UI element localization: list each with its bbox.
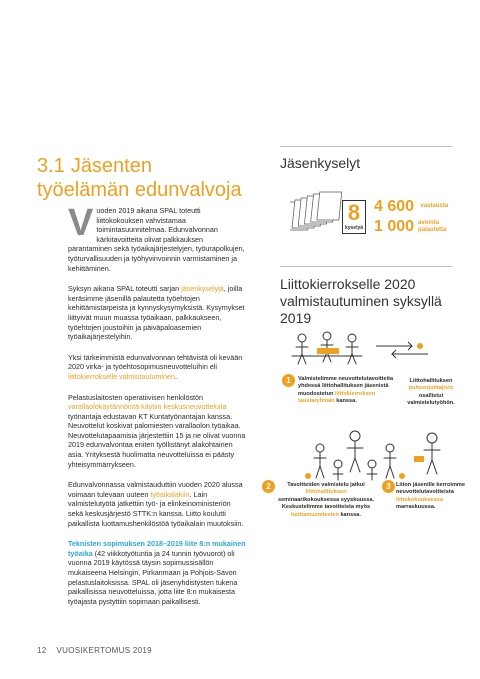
- text: Tavoitteiden valmistelu jatkui: [287, 482, 365, 488]
- stat-feedback-label-1: avointa: [418, 220, 440, 226]
- divider-top: [280, 146, 452, 147]
- step-2-number: 2: [262, 480, 275, 493]
- text: kanssa.: [338, 511, 361, 518]
- text: Liiton jäsenille kerroimme neuvottelutavoitteista: [396, 482, 466, 496]
- drop-cap: V: [68, 202, 94, 244]
- meeting-illustration: [282, 330, 372, 372]
- link-chairs[interactable]: puheenjohtajisto: [408, 385, 454, 392]
- text: Liittohallituksen: [409, 378, 453, 384]
- section-title: [37, 154, 247, 202]
- page-footer: [37, 646, 152, 655]
- step-1-text: [298, 376, 408, 406]
- section-number: 3.1: [37, 155, 65, 177]
- step-2-text: [276, 482, 376, 519]
- text: Valmistelimme neuvottelutavoitteita yhdessä liittohallituksen jäsenistä muodostetun: [298, 376, 394, 397]
- page-number: 12: [37, 646, 47, 655]
- paragraph-standby: [68, 393, 246, 470]
- round-heading: Liittokierrokselle 2020 valmistautuminen syksyllä 2019: [280, 276, 442, 326]
- surveys-heading: Jäsenkyselyt: [280, 155, 361, 171]
- link-working-time-act[interactable]: työaikalakiin: [150, 489, 190, 499]
- link-appendix8[interactable]: Teknisten sopimuksen 2018–2019 liite 8:n mukainen työaika: [68, 539, 246, 558]
- link-member-surveys[interactable]: jäsenkyselyjä: [181, 284, 224, 294]
- step-1-number: 1: [282, 374, 295, 387]
- stat-responses: [374, 198, 448, 216]
- stat-responses-label: vastausta: [420, 203, 449, 210]
- stat-feedback-label-2: palautetta: [418, 227, 447, 233]
- step-3-number: 3: [382, 480, 395, 493]
- survey-count: 8: [347, 200, 361, 225]
- link-background-group[interactable]: liittokierroksen taustaryhmän: [298, 390, 376, 405]
- text: .: [175, 371, 178, 381]
- section-title-text: Jäsenten työelämän edunvalvoja: [37, 155, 242, 201]
- text: Edunvalvonnassa valmistauduttiin vuoden 2020 alussa voimaan tulevaan uuteen: [68, 480, 243, 499]
- paragraph-intro-text: uoden 2019 aikana SPAL toteutti liittokokouksen vahvistamaa toimintasuunnitelmaa. Edunvalvonnan kärkitavoitteita olivat palkkauksen parantaminen sekä työaikajärjestelyjen, työurapolkujen, työturvallisuuden ja työhyvinvoinnin varmistaminen ja kehittäminen.: [68, 206, 245, 273]
- text: , joilla keräsimme jäsenillä palautetta työehtojen kehittämistarpeista ja kynnyskysymyksistä. Kysymykset liittyivät muun muassa työaikaan, palkkaukseen, työehtojen joustoihin ja päiväpaloasemien työaikajärjestelyihin.: [68, 284, 245, 342]
- text: seminaarikokouksessa syyskuussa. Keskustelimme tavoitteista myös: [277, 496, 375, 511]
- link-round-preparation[interactable]: liittokierrokselle valmistautuminen: [68, 371, 176, 381]
- text: Yksi tärkeimmistä edunvalvonnan tehtävistä oli kevään 2020 virka- ja työehtosopimusneuvotteluihin eli: [68, 352, 243, 372]
- step-top-right-text: [396, 378, 466, 408]
- paragraph-working-time-act: [68, 480, 246, 528]
- text: marraskuussa.: [396, 504, 436, 511]
- text: kanssa.: [334, 398, 357, 405]
- person-illustration: [412, 430, 452, 478]
- text: (42 viikkotyötuntia ja 24 tunnin työvuorot) oli vuonna 2019 käytössä täysin sopimussisällön mukaiseena Helsingin, Pirkanmaan ja Pohjois-Savon pelastuslaitoksissa. SPAL oli jäsenyhdistysten tukena paikallisissa neuvotteluissa, jotta liite 8:n mukaisesta työajasta pystyttiin sopimaan paikallisesti.: [68, 548, 238, 606]
- text: osallistui valmistelutyöhön.: [407, 392, 455, 407]
- stat-feedback-value: 1 000: [374, 218, 415, 235]
- footer-label: VUOSIKERTOMUS: [56, 646, 131, 655]
- stat-responses-value: 4 600: [374, 198, 415, 215]
- footer-year: 2019: [132, 646, 152, 655]
- survey-count-badge: [342, 200, 366, 234]
- link-shop-stewards[interactable]: luottamusmiesten: [291, 511, 339, 518]
- paragraph-round: [68, 353, 246, 382]
- text: Syksyn aikana SPAL toteutti sarjan: [68, 284, 182, 294]
- stat-feedback-label: [418, 220, 446, 234]
- paragraph-surveys: [68, 284, 246, 342]
- text: . Lain valmistelutyötä jatkettiin työ- ja elinkeinoministeriön sekä keskusjärjestö STTK:n kanssa. Liitto koulutti paikallista luottamushenkilöstöä työaikalain muutoksiin.: [68, 489, 244, 528]
- link-standby-negotiations[interactable]: varallaolokäytännöistä käytiin keskusneuvotteluita: [68, 402, 227, 412]
- link-board[interactable]: liittohallituksen: [305, 489, 347, 496]
- text: Pelastuslaitosten operatiivisen henkilöstön: [68, 392, 204, 402]
- link-congress[interactable]: liittokokouksessa: [396, 496, 443, 503]
- left-column: [68, 202, 246, 617]
- arrows-illustration: [372, 338, 432, 362]
- step-3-text: [396, 482, 468, 512]
- survey-count-label: kyselyä: [344, 225, 364, 231]
- divider-middle: [280, 266, 452, 267]
- stat-feedback: [374, 218, 446, 236]
- paragraph-intro: [68, 202, 246, 273]
- text: työnantaja edustavan KT Kuntatyönantajan kanssa. Neuvottelut koskivat palomiesten varallaolon työaikaa. Neuvottelutapaamisia järjestettiin 15 ja ne olivat vuonna 2019 edunvalvontaa eniten työllistänyt alakohtainen asia. Yrityksestä huolimatta neuvotteluissa ei päästy yhteisymmärrykseen.: [68, 411, 246, 469]
- paragraph-appendix8: [68, 539, 246, 606]
- group-illustration: [300, 428, 410, 488]
